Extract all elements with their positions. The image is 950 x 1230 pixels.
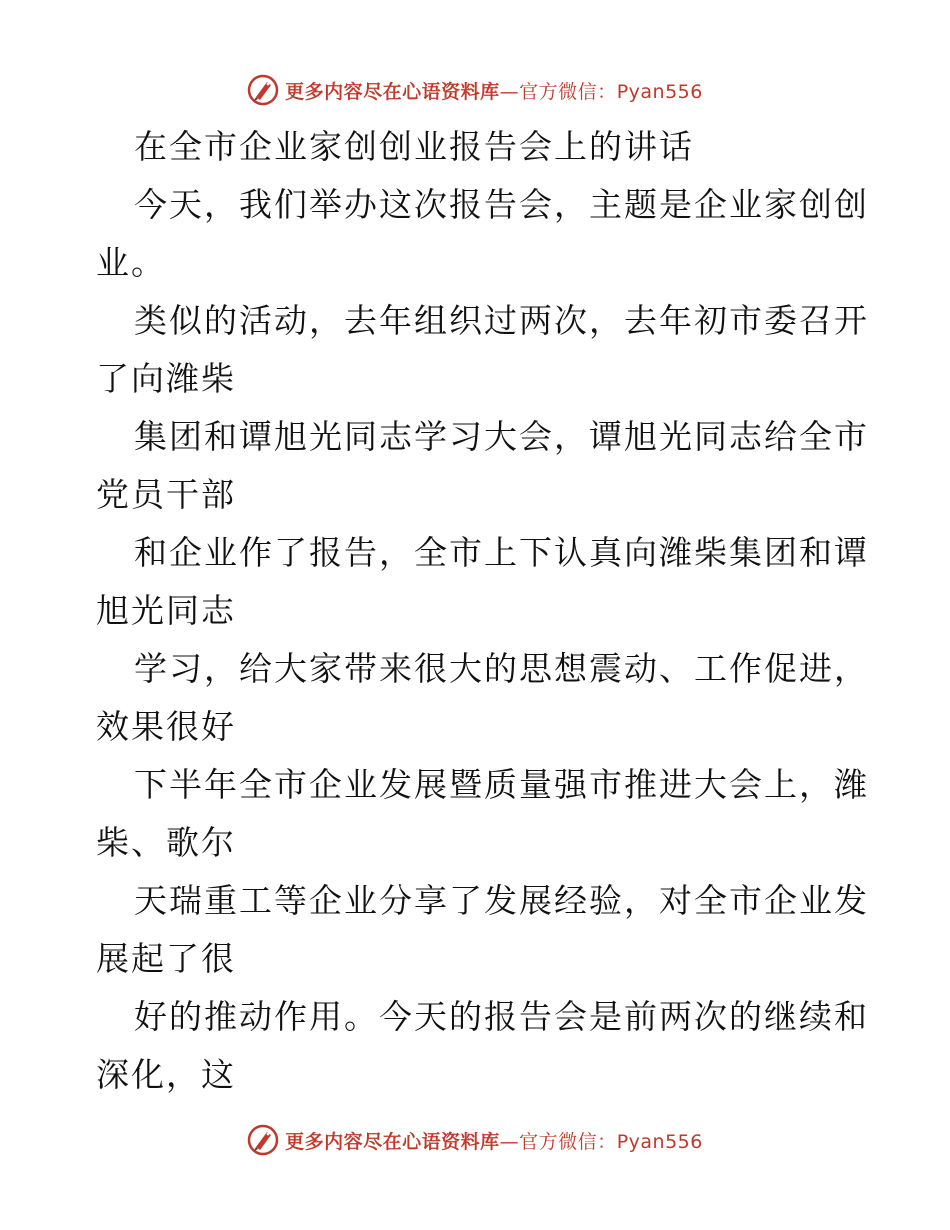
paragraph-line: 展起了很 [96, 939, 236, 978]
header-brand: 更多内容尽在心语资料库 [285, 80, 500, 103]
paragraph-line: 了向潍柴 [96, 359, 236, 398]
paragraph-line: 效果很好 [96, 707, 236, 746]
paragraph-line: 业。 [96, 243, 166, 282]
paragraph-line: 下半年全市企业发展暨质量强市推进大会上，潍 [134, 765, 869, 804]
paragraph-line: 党员干部 [96, 475, 236, 514]
footer-brand: 更多内容尽在心语资料库 [285, 1130, 500, 1153]
paragraph-line: 天瑞重工等企业分享了发展经验，对全市企业发 [134, 881, 869, 920]
document-title: 在全市企业家创创业报告会上的讲话 [134, 127, 694, 166]
paragraph-line: 好的推动作用。今天的报告会是前两次的继续和 [134, 997, 869, 1036]
paragraph-line: 今天，我们举办这次报告会，主题是企业家创创 [134, 185, 869, 224]
footer-wechat-label: 官方微信： [519, 1130, 617, 1153]
paragraph-line: 集团和谭旭光同志学习大会，谭旭光同志给全市 [134, 417, 869, 456]
footer-banner [0, 1120, 950, 1160]
header-separator: — [499, 80, 520, 103]
header-wechat-label: 官方微信： [519, 80, 617, 103]
paragraph-line: 和企业作了报告，全市上下认真向潍柴集团和谭 [134, 533, 869, 572]
footer-wechat-id: Pyan556 [616, 1130, 703, 1153]
pen-logo-icon [247, 74, 279, 106]
pen-logo-icon [247, 1124, 279, 1156]
header-banner [0, 70, 950, 110]
paragraph-line: 深化，这 [96, 1055, 236, 1094]
footer-banner-text [285, 1127, 703, 1154]
paragraph-line: 学习，给大家带来很大的思想震动、工作促进， [134, 649, 869, 688]
footer-separator: — [499, 1130, 520, 1153]
paragraph-line: 旭光同志 [96, 591, 236, 630]
paragraph-line: 柴、歌尔 [96, 823, 236, 862]
header-wechat-id: Pyan556 [616, 80, 703, 103]
header-banner-text [285, 77, 703, 104]
document-body [96, 118, 869, 1104]
paragraph-line: 类似的活动，去年组织过两次，去年初市委召开 [134, 301, 869, 340]
